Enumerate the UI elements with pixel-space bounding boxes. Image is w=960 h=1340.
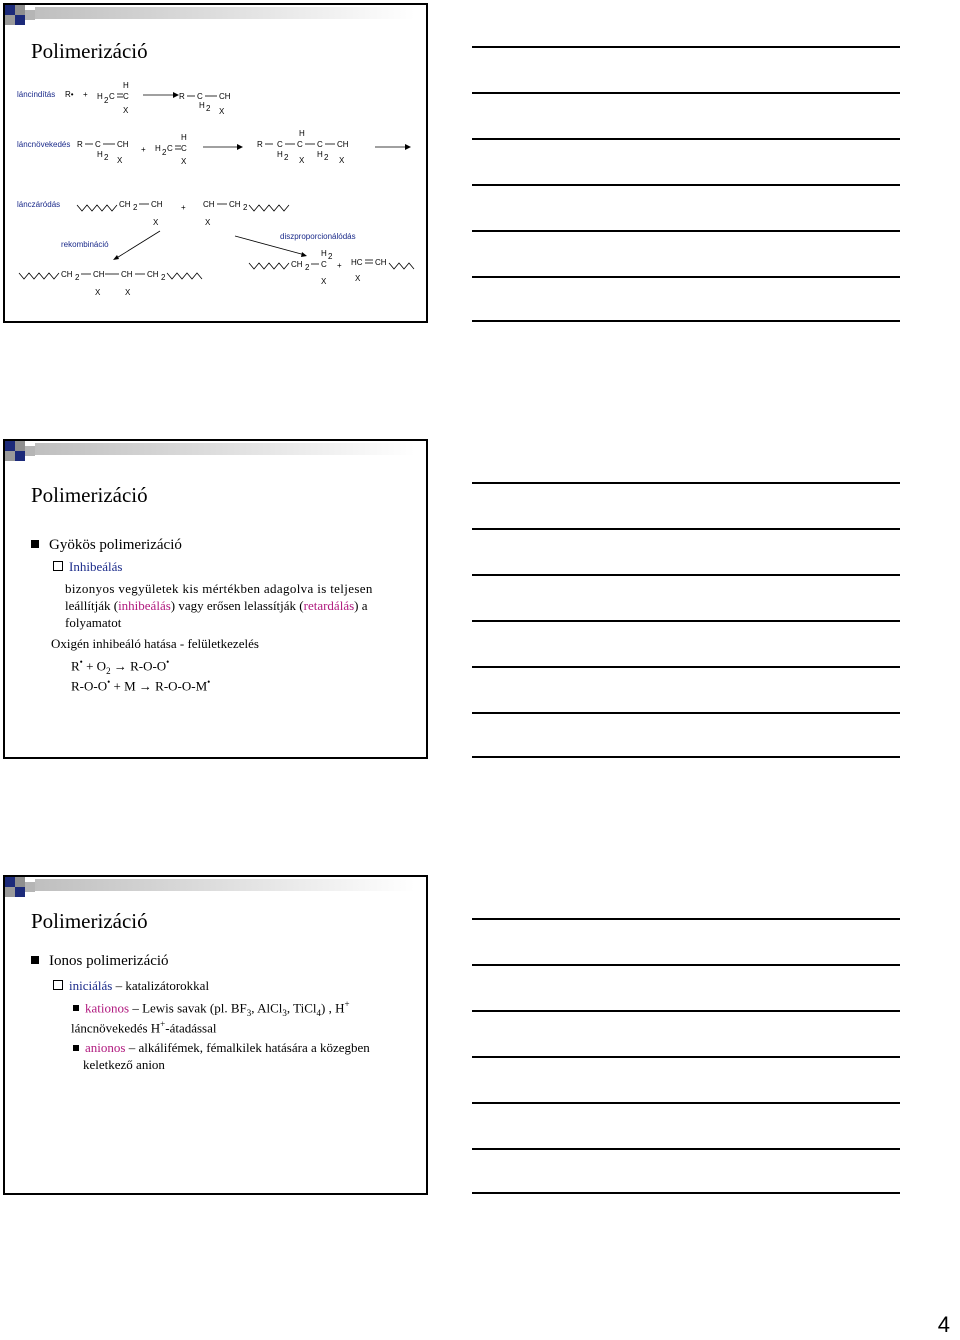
bullet-ionic-polymerization: Ionos polimerizáció bbox=[31, 953, 169, 970]
label-propagation: láncnövekedés bbox=[17, 140, 71, 149]
slide-title: Polimerizáció bbox=[31, 909, 148, 933]
svg-text:2: 2 bbox=[284, 153, 289, 162]
slide-header-decoration bbox=[5, 5, 426, 29]
svg-text:R: R bbox=[179, 92, 185, 101]
svg-text:2: 2 bbox=[305, 263, 310, 272]
svg-text:CH: CH bbox=[119, 200, 131, 209]
label-recombination: rekombináció bbox=[61, 240, 109, 249]
svg-text:X: X bbox=[205, 218, 211, 227]
svg-text:X: X bbox=[123, 106, 129, 115]
svg-text:2: 2 bbox=[75, 273, 80, 282]
svg-text:CH: CH bbox=[121, 270, 133, 279]
equation-2: R-O-O• + M → R-O-O-M• bbox=[71, 677, 211, 694]
hollow-square-bullet-icon bbox=[53, 561, 63, 571]
svg-text:H: H bbox=[317, 150, 323, 159]
svg-text:+: + bbox=[141, 145, 146, 154]
svg-text:C: C bbox=[95, 140, 101, 149]
r-radical: R• bbox=[65, 90, 74, 99]
svg-text:CH: CH bbox=[151, 200, 163, 209]
slide-header-decoration bbox=[5, 441, 426, 465]
svg-text:X: X bbox=[95, 288, 101, 297]
radical-polymerization-diagram bbox=[5, 71, 426, 321]
svg-text:CH: CH bbox=[229, 200, 241, 209]
svg-text:CH: CH bbox=[203, 200, 215, 209]
label-disproportionation: diszproporcionálódás bbox=[280, 232, 356, 241]
svg-text:CH: CH bbox=[291, 260, 303, 269]
slide-3 bbox=[3, 875, 428, 1195]
item-cationic-line-2: láncnövekedés H+-átadással bbox=[71, 1019, 217, 1036]
paragraph-line-3: folyamatot bbox=[65, 615, 122, 630]
svg-text:H: H bbox=[97, 150, 103, 159]
svg-text:X: X bbox=[117, 156, 123, 165]
small-square-bullet-icon bbox=[73, 1045, 79, 1051]
sub-bullet-initiation: iniciálás – katalizátorokkal bbox=[53, 978, 209, 994]
svg-text:2: 2 bbox=[206, 104, 211, 113]
slide-2 bbox=[3, 439, 428, 759]
slide-1 bbox=[3, 3, 428, 323]
svg-text:C: C bbox=[197, 92, 203, 101]
svg-text:C: C bbox=[317, 140, 323, 149]
label-termination: lánczáródás bbox=[17, 200, 61, 209]
label-initiation: láncindítás bbox=[17, 90, 56, 99]
svg-text:C: C bbox=[297, 140, 303, 149]
svg-text:R: R bbox=[77, 140, 83, 149]
svg-text:+: + bbox=[181, 203, 186, 212]
svg-text:+: + bbox=[337, 261, 342, 270]
item-anionic-line-2: keletkező anion bbox=[83, 1057, 165, 1072]
svg-text:X: X bbox=[321, 277, 327, 286]
svg-text:H: H bbox=[321, 249, 327, 258]
page-number: 4 bbox=[937, 1312, 950, 1337]
square-bullet-icon bbox=[31, 540, 39, 548]
svg-text:C: C bbox=[109, 92, 115, 101]
svg-text:2: 2 bbox=[162, 148, 167, 157]
svg-text:HC: HC bbox=[351, 258, 363, 267]
paragraph-line-2: leállítják (inhibeálás) vagy erősen lelassítják (retardálás) a bbox=[65, 598, 368, 613]
svg-text:CH: CH bbox=[93, 270, 105, 279]
svg-text:X: X bbox=[299, 156, 305, 165]
svg-text:CH: CH bbox=[117, 140, 129, 149]
hollow-square-bullet-icon bbox=[53, 980, 63, 990]
slide-title: Polimerizáció bbox=[31, 483, 148, 507]
svg-text:2: 2 bbox=[104, 153, 109, 162]
svg-text:X: X bbox=[181, 157, 187, 166]
svg-text:CH: CH bbox=[219, 92, 231, 101]
svg-text:H: H bbox=[123, 81, 129, 90]
slide-title: Polimerizáció bbox=[31, 39, 148, 63]
small-square-bullet-icon bbox=[73, 1005, 79, 1011]
svg-text:2: 2 bbox=[104, 96, 109, 105]
bullet-radical-polymerization: Gyökös polimerizáció bbox=[31, 537, 182, 554]
svg-text:2: 2 bbox=[243, 203, 248, 212]
svg-text:H: H bbox=[97, 92, 103, 101]
svg-text:CH: CH bbox=[61, 270, 73, 279]
square-bullet-icon bbox=[31, 956, 39, 964]
svg-text:CH: CH bbox=[147, 270, 159, 279]
svg-text:X: X bbox=[355, 274, 361, 283]
svg-text:X: X bbox=[219, 107, 225, 116]
oxygen-inhibition-text: Oxigén inhibeáló hatása - felületkezelés bbox=[51, 636, 259, 651]
svg-text:H: H bbox=[277, 150, 283, 159]
svg-text:C: C bbox=[321, 260, 327, 269]
svg-text:X: X bbox=[153, 218, 159, 227]
svg-text:CH: CH bbox=[375, 258, 387, 267]
svg-text:R: R bbox=[257, 140, 263, 149]
item-anionic: anionos – alkálifémek, fémalkilek hatására a közegben bbox=[73, 1040, 370, 1056]
svg-text:C: C bbox=[181, 144, 187, 153]
svg-text:2: 2 bbox=[133, 203, 138, 212]
svg-text:X: X bbox=[339, 156, 345, 165]
svg-text:H: H bbox=[199, 101, 205, 110]
svg-text:2: 2 bbox=[328, 252, 333, 261]
slide-header-decoration bbox=[5, 877, 426, 901]
paragraph-line-1: bizonyos vegyületek kis mértékben adagolva is teljesen bbox=[65, 581, 373, 596]
svg-text:C: C bbox=[167, 144, 173, 153]
svg-text:X: X bbox=[125, 288, 131, 297]
svg-text:CH: CH bbox=[337, 140, 349, 149]
svg-text:H: H bbox=[299, 129, 305, 138]
equation-1: $R^• + O_2 \to R-O-O^•$ bbox=[71, 657, 170, 676]
svg-text:H: H bbox=[181, 133, 187, 142]
svg-text:H: H bbox=[155, 144, 161, 153]
sub-bullet-inhibition: Inhibeálás bbox=[53, 559, 122, 575]
svg-text:2: 2 bbox=[161, 273, 166, 282]
plus-sign: + bbox=[83, 90, 88, 99]
svg-text:2: 2 bbox=[324, 153, 329, 162]
svg-text:C: C bbox=[277, 140, 283, 149]
item-cationic: kationos – Lewis savak (pl. $BF_3$, AlCl$_3$, TiCl$_4$) , H+ bbox=[73, 999, 350, 1018]
svg-text:C: C bbox=[123, 92, 129, 101]
